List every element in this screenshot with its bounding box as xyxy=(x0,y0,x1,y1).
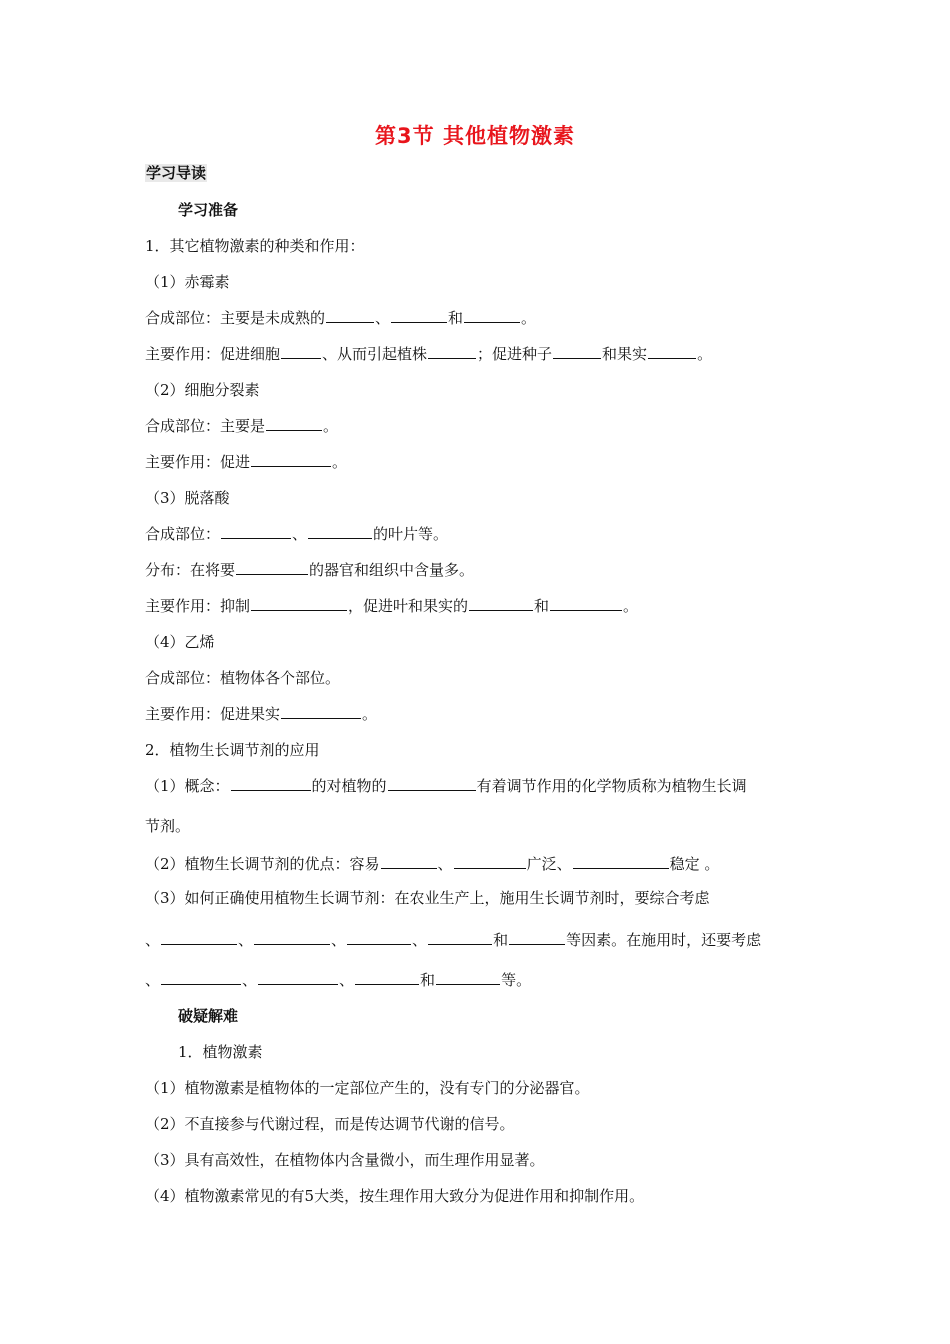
q2-usage: （3）如何正确使用植物生长调节剂：在农业生产上，施用生长调节剂时，要综合考虑 xyxy=(145,889,710,907)
aba-site: 合成部位： 、 的叶片等。 xyxy=(145,525,449,543)
fill-blank[interactable] xyxy=(464,307,520,323)
fill-blank[interactable] xyxy=(391,307,447,323)
fill-blank[interactable] xyxy=(281,703,361,719)
fill-blank[interactable] xyxy=(251,451,331,467)
cyto-heading: （2）细胞分裂素 xyxy=(145,381,260,399)
gib-function: 主要作用：促进细胞 、从而引起植株 ；促进种子 和果实 。 xyxy=(145,345,713,363)
fill-blank[interactable] xyxy=(454,853,526,869)
fill-blank[interactable] xyxy=(308,523,372,539)
fill-blank[interactable] xyxy=(326,307,374,323)
fill-blank[interactable] xyxy=(436,969,500,985)
eth-site: 合成部位：植物体各个部位。 xyxy=(145,669,341,687)
fill-blank[interactable] xyxy=(388,775,476,791)
fill-blank[interactable] xyxy=(231,775,311,791)
fill-blank[interactable] xyxy=(428,343,476,359)
diff-point-3: （3）具有高效性，在植物体内含量微小，而生理作用显著。 xyxy=(145,1151,545,1169)
q2-usage-cont2: 、 、 、 和 等。 xyxy=(145,971,532,989)
fill-blank[interactable] xyxy=(254,929,330,945)
eth-heading: （4）乙烯 xyxy=(145,633,215,651)
q2-concept-cont: 节剂。 xyxy=(145,817,191,835)
fill-blank[interactable] xyxy=(161,929,237,945)
fill-blank[interactable] xyxy=(428,929,492,945)
fill-blank[interactable] xyxy=(347,929,411,945)
diff-point-2: （2）不直接参与代谢过程，而是传达调节代谢的信号。 xyxy=(145,1115,515,1133)
fill-blank[interactable] xyxy=(161,969,241,985)
fill-blank[interactable] xyxy=(281,343,321,359)
q2-concept: （1）概念： 的对植物的 有着调节作用的化学物质称为植物生长调 xyxy=(145,777,747,795)
aba-heading: （3）脱落酸 xyxy=(145,489,230,507)
fill-blank[interactable] xyxy=(648,343,696,359)
fill-blank[interactable] xyxy=(221,523,291,539)
cyto-function: 主要作用：促进 。 xyxy=(145,453,348,471)
fill-blank[interactable] xyxy=(469,595,533,611)
section-heading-prep: 学习准备 xyxy=(178,201,239,219)
fill-blank[interactable] xyxy=(266,415,322,431)
diff-point-1: （1）植物激素是植物体的一定部位产生的，没有专门的分泌器官。 xyxy=(145,1079,590,1097)
fill-blank[interactable] xyxy=(550,595,622,611)
eth-function: 主要作用：促进果实 。 xyxy=(145,705,378,723)
gib-heading: （1）赤霉素 xyxy=(145,273,230,291)
q2-usage-cont1: 、 、 、 、 和 等因素。在施用时，还要考虑 xyxy=(145,931,762,949)
fill-blank[interactable] xyxy=(381,853,437,869)
gib-site: 合成部位：主要是未成熟的 、 和 。 xyxy=(145,309,537,327)
q1-intro: 1．其它植物激素的种类和作用： xyxy=(145,237,365,255)
fill-blank[interactable] xyxy=(355,969,419,985)
diff-point-4: （4）植物激素常见的有5大类，按生理作用大致分为促进作用和抑制作用。 xyxy=(145,1187,645,1205)
section-heading-difficulty: 破疑解难 xyxy=(178,1007,239,1025)
page-title: 第3节 其他植物激素 xyxy=(375,124,575,148)
cyto-site: 合成部位：主要是 。 xyxy=(145,417,339,435)
fill-blank[interactable] xyxy=(236,559,308,575)
section-heading-guide: 学习导读 xyxy=(146,164,207,182)
fill-blank[interactable] xyxy=(251,595,347,611)
fill-blank[interactable] xyxy=(553,343,601,359)
fill-blank[interactable] xyxy=(573,853,669,869)
aba-function: 主要作用：抑制 ，促进叶和果实的 和 。 xyxy=(145,597,639,615)
q2-intro: 2．植物生长调节剂的应用 xyxy=(145,741,320,759)
q2-advantages: （2）植物生长调节剂的优点：容易 、 广泛、 稳定 。 xyxy=(145,855,720,873)
diff-heading: 1．植物激素 xyxy=(178,1043,263,1061)
fill-blank[interactable] xyxy=(509,929,565,945)
fill-blank[interactable] xyxy=(258,969,338,985)
aba-distribution: 分布：在将要 的器官和组织中含量多。 xyxy=(145,561,475,579)
